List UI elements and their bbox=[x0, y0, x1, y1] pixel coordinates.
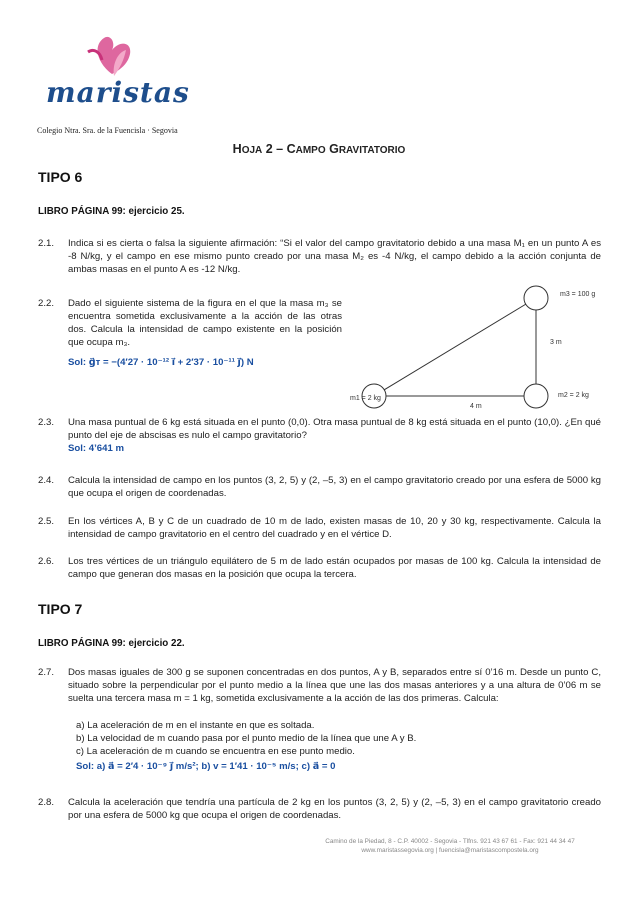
mass-m2-circle bbox=[524, 384, 548, 408]
m2-label: m2 = 2 kg bbox=[558, 392, 589, 399]
m1-label: m1 = 2 kg bbox=[350, 395, 381, 402]
problem-text: Calcula la intensidad de campo en los puntos (3, 2, 5) y (2, –5, 3) en el campo gravitatorio creado por una esfera de 5000 kg que ocupa el origen de coordenadas. bbox=[68, 475, 601, 499]
solution: Sol: a) a⃗ = 2′4 · 10⁻⁹ j⃗ m/s²; b) v = 1′41 · 10⁻⁵ m/s; c) a⃗ = 0 bbox=[76, 761, 336, 772]
problem-number: 2.3. bbox=[38, 417, 55, 428]
problem-text: Calcula la aceleración que tendría una partícula de 2 kg en los puntos (3, 2, 5) y (2, –5, 3) en el campo gravitatorio creado por una esfera de 5000 kg que ocupa el origen de coordenadas. bbox=[68, 797, 601, 821]
footer-contact: www.maristassegovia.org | fuencisla@maristascompostela.org bbox=[361, 847, 539, 854]
problem-number: 2.4. bbox=[38, 475, 55, 486]
footer-address: Camino de la Piedad, 8 - C.P. 40002 - Segovia - Tlfns. 921 43 67 61 - Fax: 921 44 34 47 bbox=[325, 838, 575, 845]
solution: Sol: g⃗ᴛ = −(4′27 · 10⁻¹² i⃗ + 2′37 · 10⁻¹¹ j⃗) N bbox=[68, 357, 254, 368]
section-heading-tipo6: TIPO 6 bbox=[38, 169, 83, 185]
problem-number: 2.5. bbox=[38, 516, 55, 527]
book-reference: LIBRO PÁGINA 99: ejercicio 25. bbox=[38, 206, 185, 217]
problem-text: Dado el siguiente sistema de la figura en el que la masa m₃ se encuentra sometida exclusivamente a la acción de las otras dos. Calcula la intensidad de campo existente en la posición que ocupa m₃. bbox=[68, 298, 342, 348]
mass-system-figure bbox=[350, 282, 602, 412]
problem-number: 2.6. bbox=[38, 556, 55, 567]
problem-number: 2.8. bbox=[38, 797, 55, 808]
logo-wordmark: maristas bbox=[46, 76, 190, 109]
subitem-c: c) La aceleración de m cuando se encuentra en ese punto medio. bbox=[76, 746, 355, 757]
problem-text: Indica si es cierta o falsa la siguiente afirmación: “Si el valor del campo gravitatorio debido a una masa M₁ en un punto A es -8 N/kg, y el campo en ese mismo punto creado por una masa M₂ es -4 N/kg, el campo debido a la acción conjunta de ambas masas en el punto A es -12 N/kg. bbox=[68, 238, 601, 275]
mass-m3-circle bbox=[524, 286, 548, 310]
problem-text: En los vértices A, B y C de un cuadrado de 10 m de lado, existen masas de 10, 20 y 30 kg, respectivamente. Calcula la intensidad de campo gravitatorio en el centro del cuadrado y en el vértice D. bbox=[68, 516, 601, 540]
side-length-label: 3 m bbox=[550, 339, 562, 346]
problem-number: 2.2. bbox=[38, 298, 55, 309]
base-length-label: 4 m bbox=[470, 403, 482, 410]
figure-hypotenuse-line bbox=[374, 298, 536, 396]
solution: Sol: 4’641 m bbox=[68, 443, 124, 454]
subitem-a: a) La aceleración de m en el instante en que es soltada. bbox=[76, 720, 315, 731]
page-title: HOJA 2 – CAMPO GRAVITATORIO bbox=[232, 142, 406, 156]
problem-text: Los tres vértices de un triángulo equilátero de 5 m de lado están ocupados por masas de 100 kg. Calcula la intensidad de campo que generan dos masas en la posición que ocupa la tercera. bbox=[68, 556, 601, 580]
problem-text: Una masa puntual de 6 kg está situada en el punto (0,0). Otra masa puntual de 8 kg está situada en el punto (10,0). ¿En qué punto del eje de abscisas es nulo el campo gravitatorio? bbox=[68, 417, 601, 441]
school-name: Colegio Ntra. Sra. de la Fuencisla · Segovia bbox=[37, 126, 178, 135]
problem-number: 2.7. bbox=[38, 667, 55, 678]
subitem-b: b) La velocidad de m cuando pasa por el punto medio de la línea que une A y B. bbox=[76, 733, 417, 744]
section-heading-tipo7: TIPO 7 bbox=[38, 601, 83, 617]
m3-label: m3 = 100 g bbox=[560, 291, 596, 298]
problem-text: Dos masas iguales de 300 g se suponen concentradas en dos puntos, A y B, separados entre sí 0’16 m. Desde un punto C, situado sobre la perpendicular por el punto medio a la línea que une las dos masas anteriores y a una altura de 0’06 m se suelta una tercera masa m = 1 kg, sometida exclusivamente a la acción de las dos primeras. Calcula: bbox=[68, 667, 601, 704]
book-reference: LIBRO PÁGINA 99: ejercicio 22. bbox=[38, 638, 185, 649]
problem-number: 2.1. bbox=[38, 238, 55, 249]
